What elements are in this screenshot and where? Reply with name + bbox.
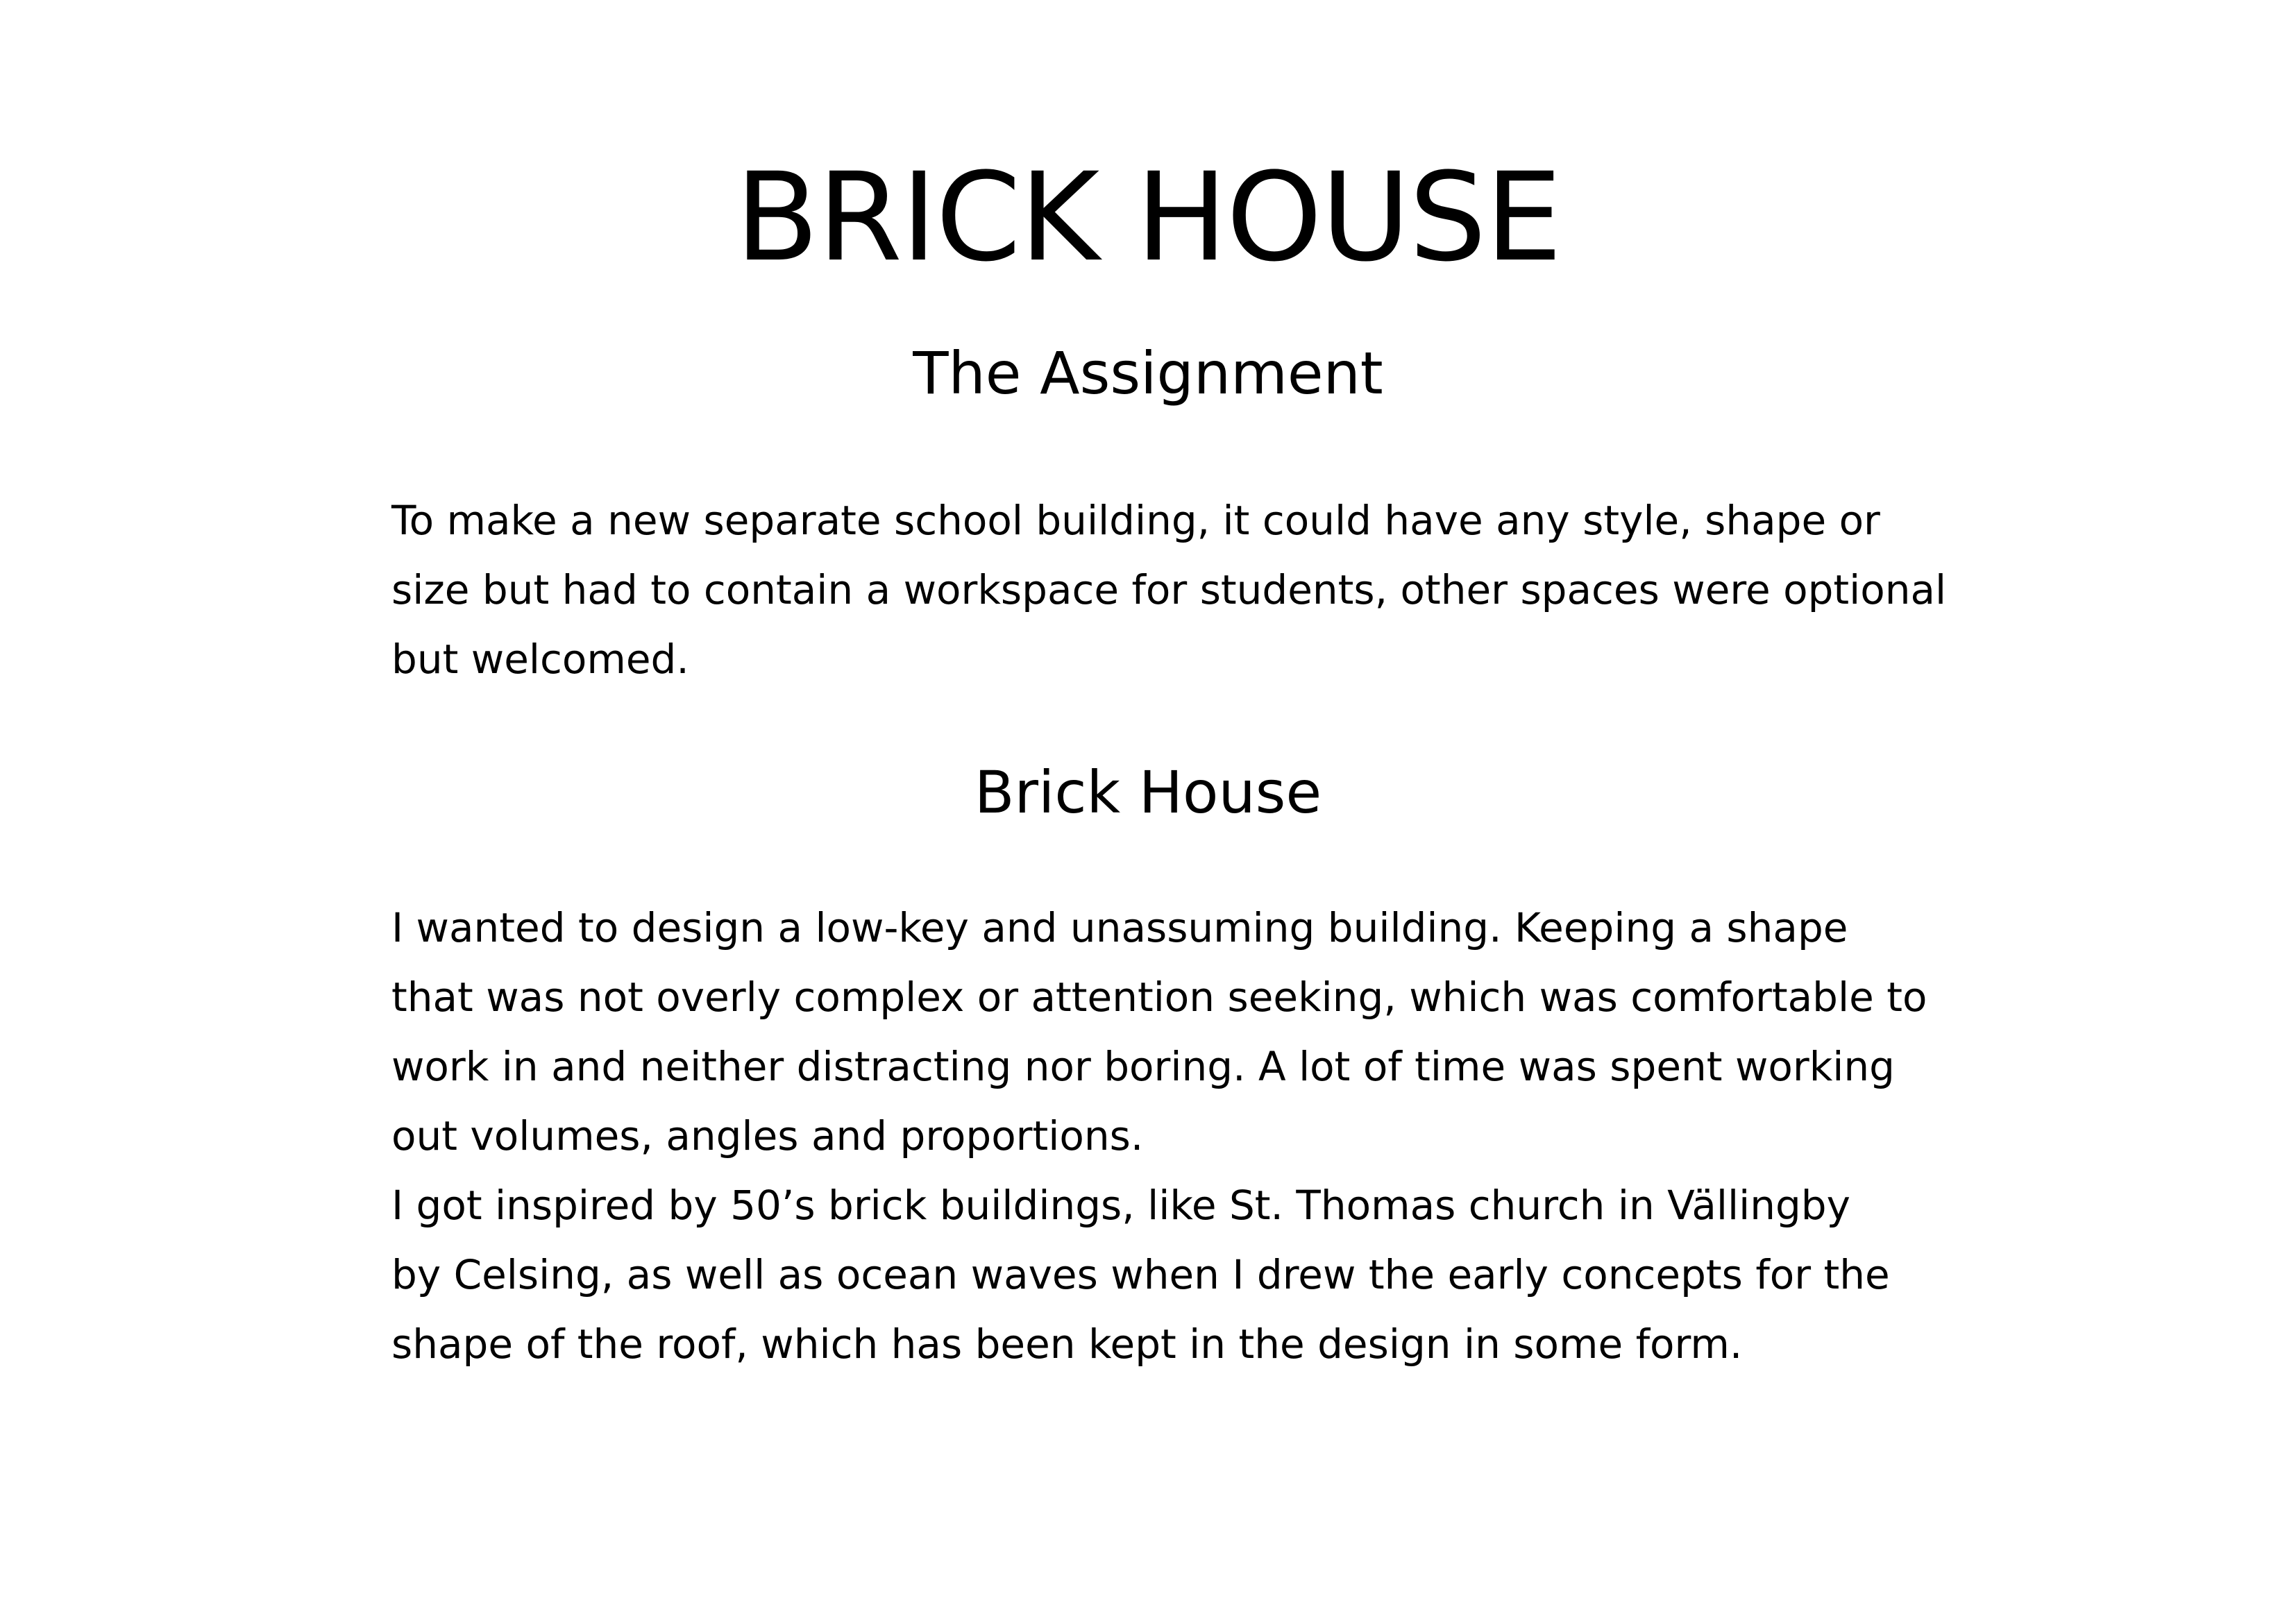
section-heading-brick-house: Brick House	[974, 758, 1322, 826]
text-line: I wanted to design a low-key and unassuming building. Keeping a shape	[391, 904, 1848, 951]
text-line: out volumes, angles and proportions.	[391, 1112, 1144, 1159]
text-line: To make a new separate school building, it could have any style, shape or	[391, 497, 1880, 544]
text-line: I got inspired by 50’s brick buildings, like St. Thomas church in Vällingby	[391, 1182, 1850, 1229]
text-line: work in and neither distracting nor boring. A lot of time was spent working	[391, 1043, 1895, 1090]
brick-house-paragraph	[391, 893, 1932, 1379]
text-line: but welcomed.	[391, 636, 689, 683]
assignment-paragraph	[391, 486, 1947, 694]
text-line: that was not overly complex or attention seeking, which was comfortable to	[391, 974, 1927, 1021]
text-line: size but had to contain a workspace for students, other spaces were optional	[391, 566, 1947, 613]
section-heading-assignment: The Assignment	[913, 339, 1383, 407]
text-line: by Celsing, as well as ocean waves when I drew the early concepts for the	[391, 1251, 1890, 1298]
text-line: shape of the roof, which has been kept in the design in some form.	[391, 1320, 1743, 1368]
page-title: BRICK HOUSE	[735, 146, 1561, 289]
